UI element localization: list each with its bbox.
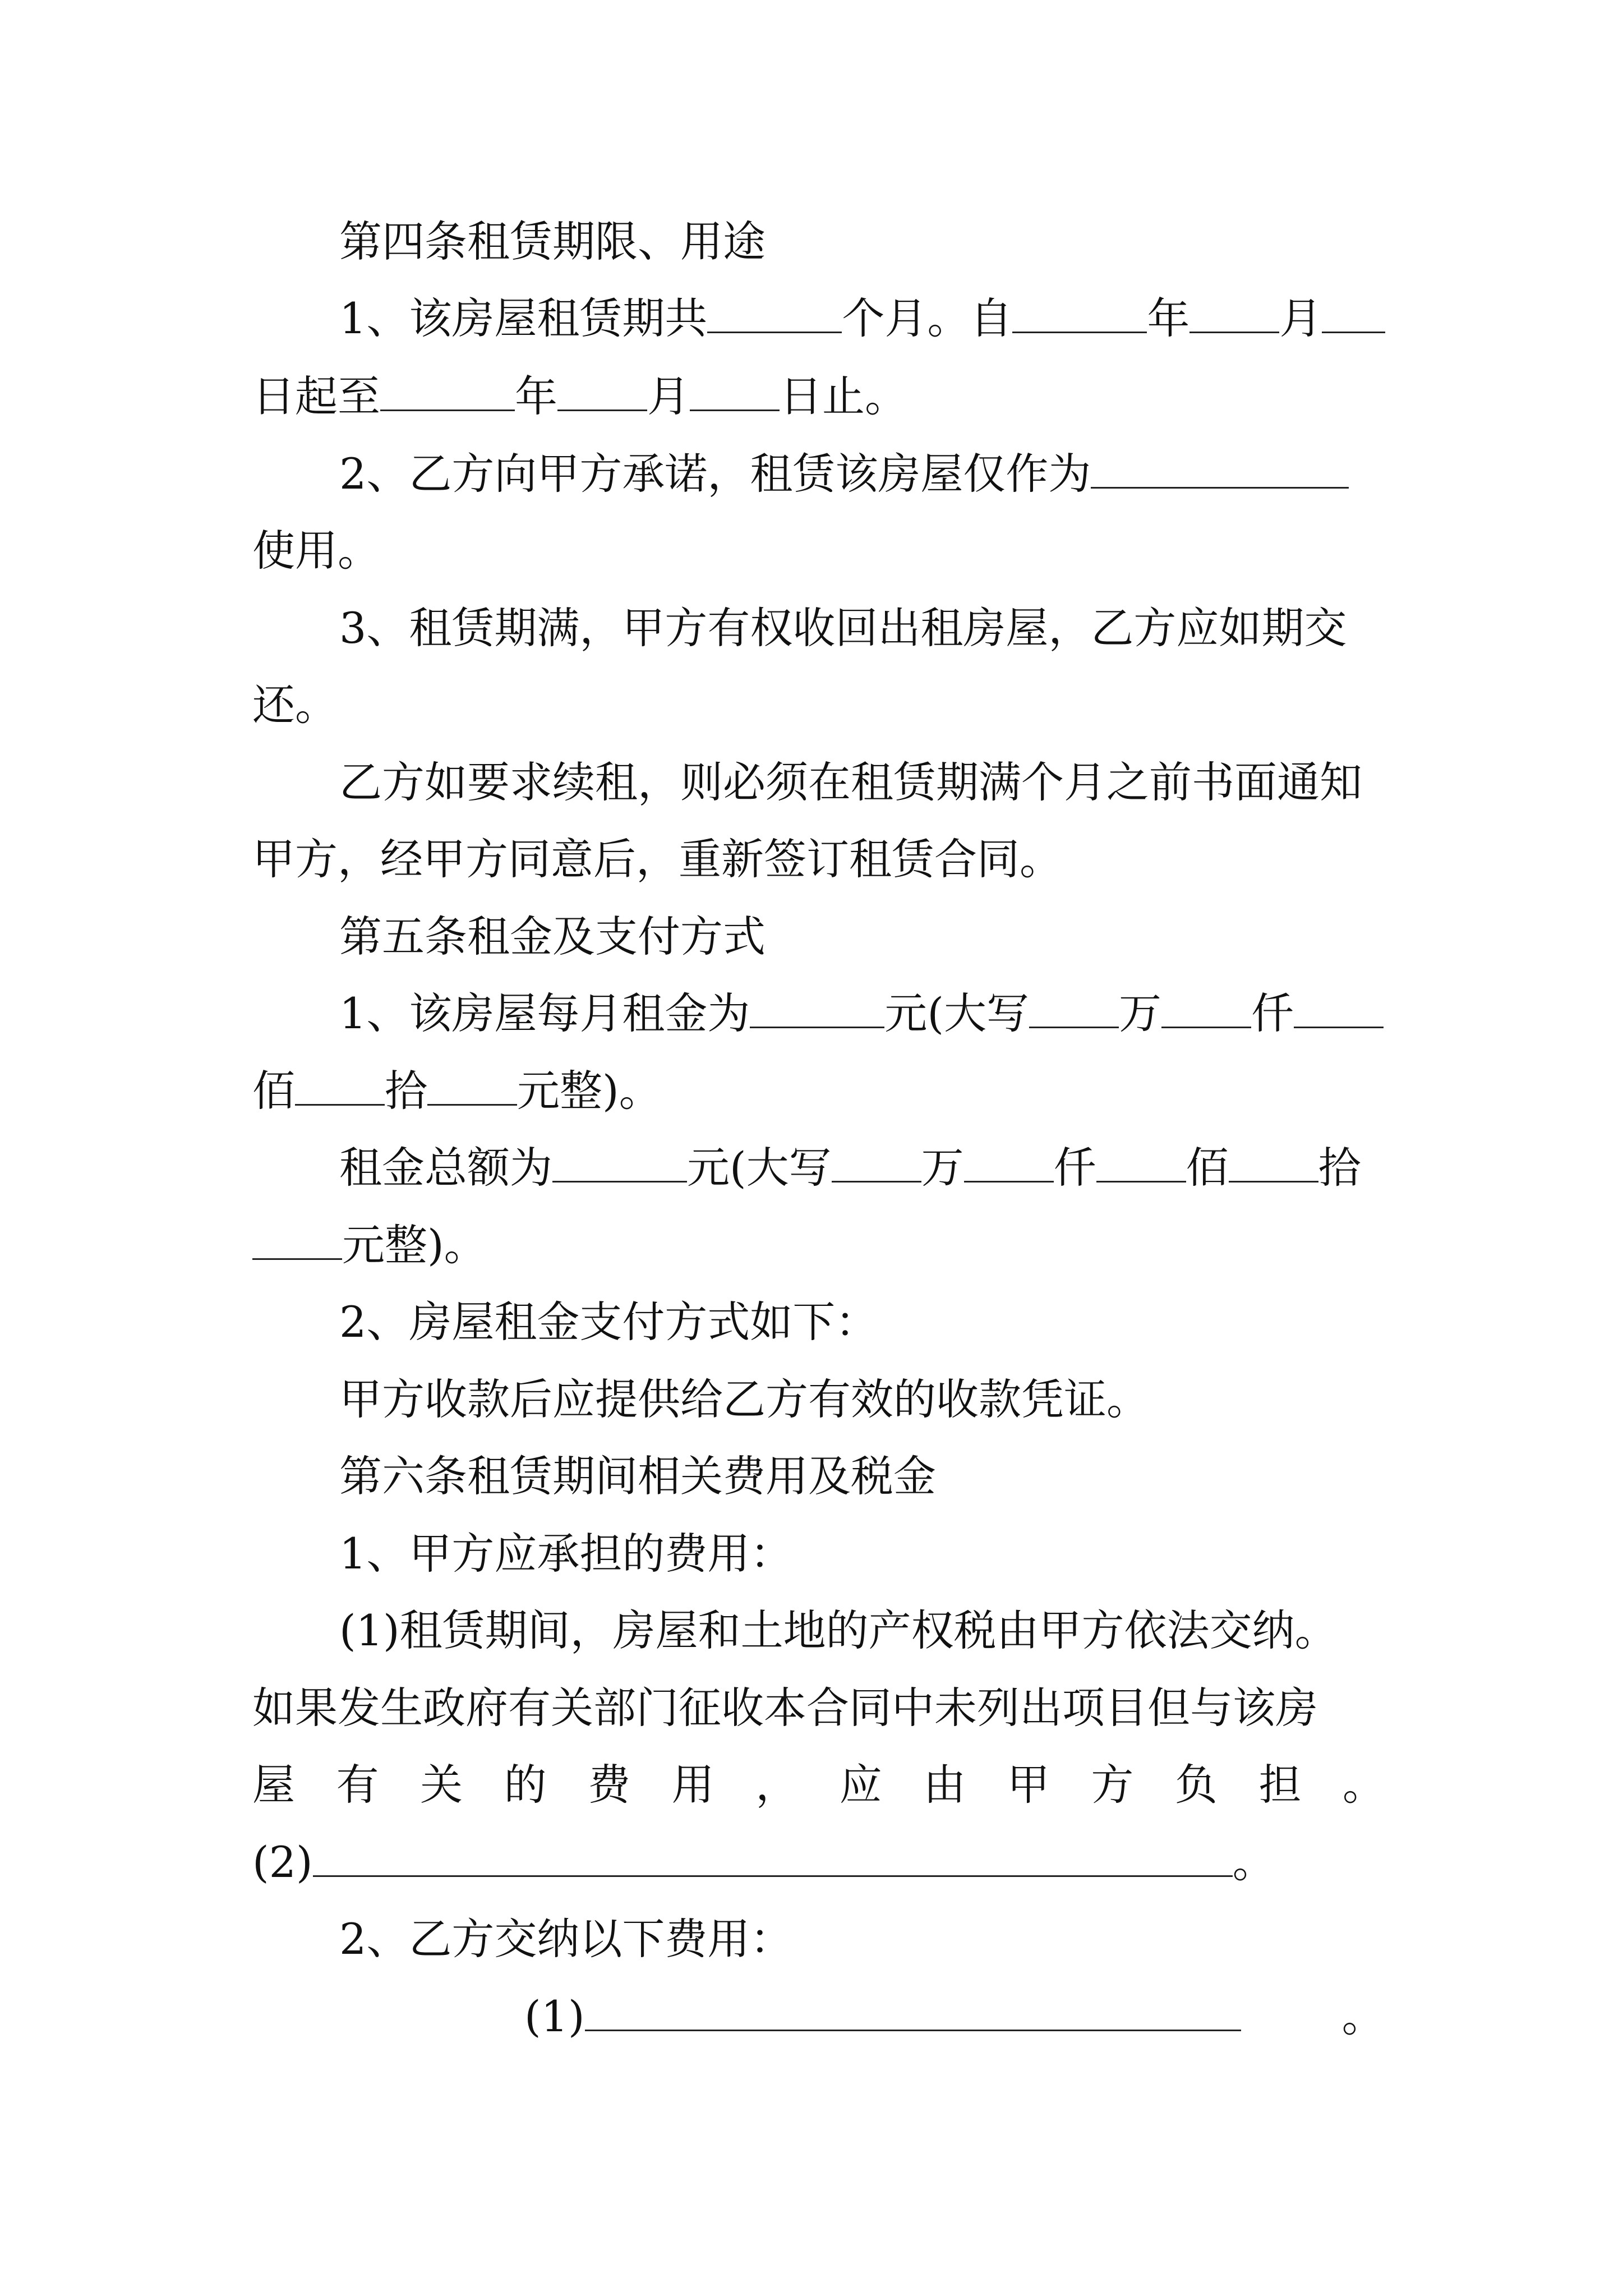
article6-item1-1-line1: (1)租赁期间，房屋和土地的产权税由甲方依法交纳。: [339, 1605, 1338, 1655]
fee-item2-blank: [313, 1834, 1233, 1877]
article4-renewal-line1: 乙方如要求续租，则必须在租赁期满个月之前书面通知: [339, 757, 1362, 807]
article4-item1-line2: 日起至 年 月 日止。: [252, 366, 1385, 427]
monthly-wan-blank: [1029, 985, 1119, 1028]
total-qian-blank: [964, 1139, 1054, 1182]
tenant-fee-blank: [585, 1988, 1241, 2031]
article6-item1-1-line2: 如果发生政府有关部门征收本合同中未列出项目但与该房: [252, 1683, 1318, 1733]
article4-title: 第四条租赁期限、用途: [339, 217, 766, 266]
total-yuan-blank: [252, 1217, 342, 1260]
usage-blank: [1091, 445, 1349, 489]
start-day-blank: [1322, 290, 1385, 333]
monthly-rent-blank: [750, 985, 884, 1028]
monthly-yuan-blank: [427, 1062, 517, 1106]
article4-renewal-line2: 甲方，经甲方同意后，重新签订租赁合同。: [252, 834, 1062, 884]
monthly-bai-blank: [1294, 985, 1384, 1028]
article5-receipt: 甲方收款后应提供给乙方有效的收款凭证。: [339, 1374, 1149, 1424]
article6-title: 第六条租赁期间相关费用及税金: [339, 1451, 936, 1501]
article5-item1-line1: 1、该房屋每月租金为 元(大写 万 仟: [339, 983, 1385, 1045]
start-year-blank: [1012, 290, 1147, 333]
article6-item1: 1、甲方应承担的费用：: [339, 1529, 793, 1579]
monthly-qian-blank: [1161, 985, 1251, 1028]
article4-item2-line2: 使用。: [252, 526, 380, 576]
total-rent-blank: [552, 1139, 687, 1182]
end-day-blank: [690, 368, 780, 411]
total-wan-blank: [832, 1139, 921, 1182]
article6-item2: 2、乙方交纳以下费用：: [339, 1914, 793, 1964]
article6-item1-1-line3: 屋 有 关 的 费 用 ， 应 由 甲 方 负 担 。: [252, 1760, 1385, 1810]
article4-item1-line1: 1、该房屋租赁期共 个月。自 年 月: [339, 288, 1385, 349]
start-month-blank: [1189, 290, 1279, 333]
article5-total-line1: 租金总额为 元(大写 万 仟 佰 拾: [339, 1137, 1385, 1199]
total-bai-blank: [1096, 1139, 1186, 1182]
article5-total-line2: 元整)。: [252, 1214, 1385, 1276]
article5-title: 第五条租金及支付方式: [339, 912, 766, 961]
article5-item2: 2、房屋租金支付方式如下：: [339, 1297, 878, 1347]
article4-item3-line2: 还。: [252, 680, 338, 730]
article6-item1-2: (2) 。: [252, 1832, 1385, 1893]
article4-item3-line1: 3、租赁期满，甲方有权收回出租房屋，乙方应如期交: [339, 603, 1347, 653]
end-year-blank: [380, 368, 515, 411]
article4-item2-line1: 2、乙方向甲方承诺，租赁该房屋仅作为: [339, 443, 1385, 505]
lease-months-blank: [707, 290, 842, 333]
monthly-shi-blank: [295, 1062, 385, 1106]
total-shi-blank: [1229, 1139, 1318, 1182]
article6-item2-1: (1) 。: [524, 1986, 1385, 2047]
article5-item1-line2: 佰 拾 元整)。: [252, 1060, 1385, 1122]
end-month-blank: [557, 368, 647, 411]
